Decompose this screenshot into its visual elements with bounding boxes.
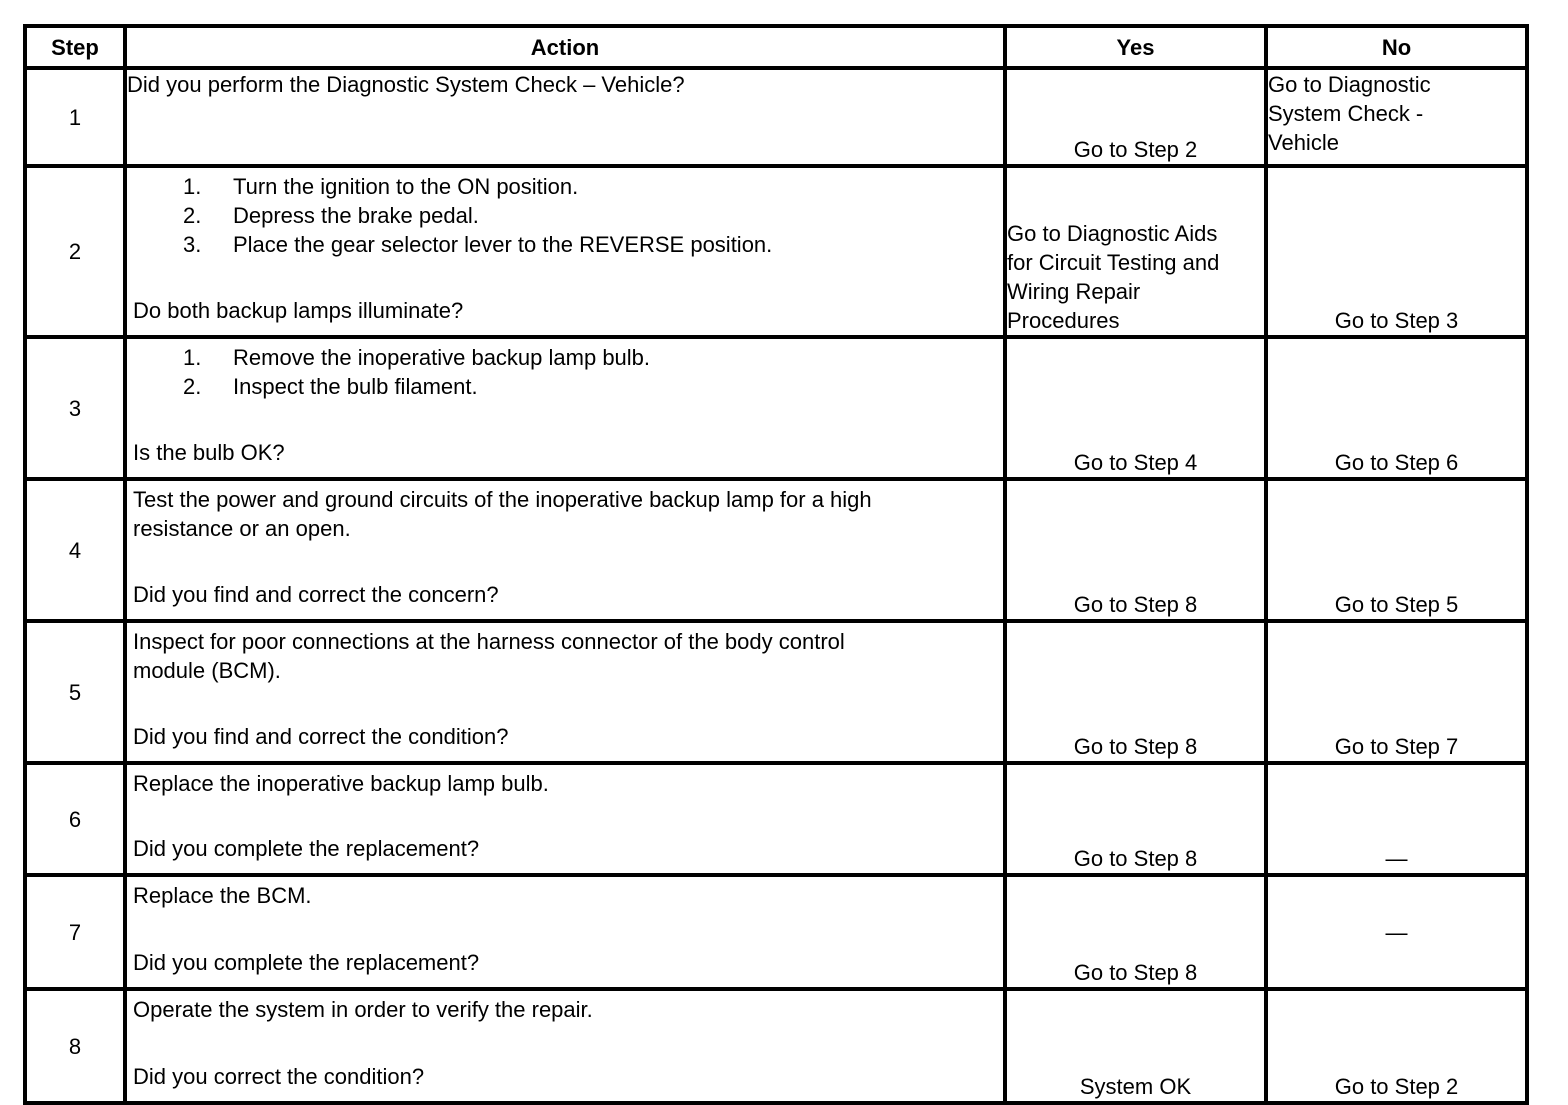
no-cell: — xyxy=(1266,763,1527,875)
step-item-number: 2. xyxy=(183,374,202,399)
table-row xyxy=(25,337,1527,479)
action-cell xyxy=(125,337,1005,479)
action-cell xyxy=(125,989,1005,1103)
action-question: Is the bulb OK? xyxy=(133,440,285,465)
no-cell: Go to Step 2 xyxy=(1266,989,1527,1103)
no-cell: Go to Step 6 xyxy=(1266,337,1527,479)
step-number: 1 xyxy=(25,68,125,166)
yes-cell: Go to Step 8 xyxy=(1005,763,1266,875)
action-cell xyxy=(125,166,1005,337)
step-item-text: Place the gear selector lever to the REVERSE position. xyxy=(233,232,773,257)
no-cell xyxy=(1266,68,1527,166)
step-item-text: Depress the brake pedal. xyxy=(233,203,479,228)
action-cell xyxy=(125,68,1005,166)
step-number: 8 xyxy=(25,989,125,1103)
action-text: Did you perform the Diagnostic System Check – Vehicle? xyxy=(127,72,685,97)
diagnostic-table xyxy=(23,24,1529,1105)
yes-cell: Go to Step 2 xyxy=(1005,68,1266,166)
table-row xyxy=(25,68,1527,166)
action-steps xyxy=(133,343,997,401)
step-item-text: Turn the ignition to the ON position. xyxy=(233,174,579,199)
header-yes: Yes xyxy=(1005,26,1266,68)
step-item-text: Inspect the bulb filament. xyxy=(233,374,478,399)
action-question: Did you find and correct the concern? xyxy=(133,582,499,607)
action-question: Do both backup lamps illuminate? xyxy=(133,298,464,323)
step-number: 6 xyxy=(25,763,125,875)
no-line: System Check - xyxy=(1268,101,1424,126)
action-question: Did you find and correct the condition? xyxy=(133,724,509,749)
action-text: Replace the BCM. xyxy=(133,883,312,908)
step-number: 3 xyxy=(25,337,125,479)
step-item-text: Remove the inoperative backup lamp bulb. xyxy=(233,345,651,370)
yes-cell: Go to Step 8 xyxy=(1005,875,1266,989)
yes-line: for Circuit Testing and xyxy=(1007,250,1220,275)
table-row xyxy=(25,621,1527,763)
yes-cell: Go to Step 8 xyxy=(1005,479,1266,621)
no-cell: Go to Step 5 xyxy=(1266,479,1527,621)
no-cell: Go to Step 7 xyxy=(1266,621,1527,763)
header-step: Step xyxy=(25,26,125,68)
yes-cell xyxy=(1005,166,1266,337)
action-cell xyxy=(125,479,1005,621)
action-line: module (BCM). xyxy=(133,658,281,683)
action-step xyxy=(183,343,997,372)
step-number: 4 xyxy=(25,479,125,621)
table-row xyxy=(25,479,1527,621)
header-action: Action xyxy=(125,26,1005,68)
action-line: resistance or an open. xyxy=(133,516,351,541)
action-step xyxy=(183,230,997,259)
action-question: Did you correct the condition? xyxy=(133,1064,425,1089)
action-step xyxy=(183,372,997,401)
step-item-number: 2. xyxy=(183,203,202,228)
action-text: Operate the system in order to verify the repair. xyxy=(133,997,593,1022)
step-item-number: 1. xyxy=(183,345,202,370)
table-row xyxy=(25,875,1527,989)
no-line: Vehicle xyxy=(1268,130,1339,155)
table-row xyxy=(25,763,1527,875)
action-cell xyxy=(125,621,1005,763)
action-line: Inspect for poor connections at the harness connector of the body control xyxy=(133,629,845,654)
no-cell: Go to Step 3 xyxy=(1266,166,1527,337)
yes-line: Procedures xyxy=(1007,308,1120,333)
step-item-number: 1. xyxy=(183,174,202,199)
yes-cell: Go to Step 4 xyxy=(1005,337,1266,479)
yes-cell: Go to Step 8 xyxy=(1005,621,1266,763)
yes-line: Wiring Repair xyxy=(1007,279,1141,304)
action-text: Replace the inoperative backup lamp bulb. xyxy=(133,771,549,796)
yes-line: Go to Diagnostic Aids xyxy=(1007,221,1218,246)
action-line: Test the power and ground circuits of the inoperative backup lamp for a high xyxy=(133,487,872,512)
step-number: 5 xyxy=(25,621,125,763)
step-number: 7 xyxy=(25,875,125,989)
action-step xyxy=(183,201,997,230)
yes-cell: System OK xyxy=(1005,989,1266,1103)
no-cell: — xyxy=(1266,875,1527,989)
step-item-number: 3. xyxy=(183,232,202,257)
header-row xyxy=(25,26,1527,68)
no-line: Go to Diagnostic xyxy=(1268,72,1431,97)
header-no: No xyxy=(1266,26,1527,68)
action-question: Did you complete the replacement? xyxy=(133,950,480,975)
table-row xyxy=(25,166,1527,337)
action-cell xyxy=(125,875,1005,989)
action-cell xyxy=(125,763,1005,875)
action-question: Did you complete the replacement? xyxy=(133,836,480,861)
action-step xyxy=(183,172,997,201)
table-row xyxy=(25,989,1527,1103)
action-steps xyxy=(133,172,997,259)
step-number: 2 xyxy=(25,166,125,337)
